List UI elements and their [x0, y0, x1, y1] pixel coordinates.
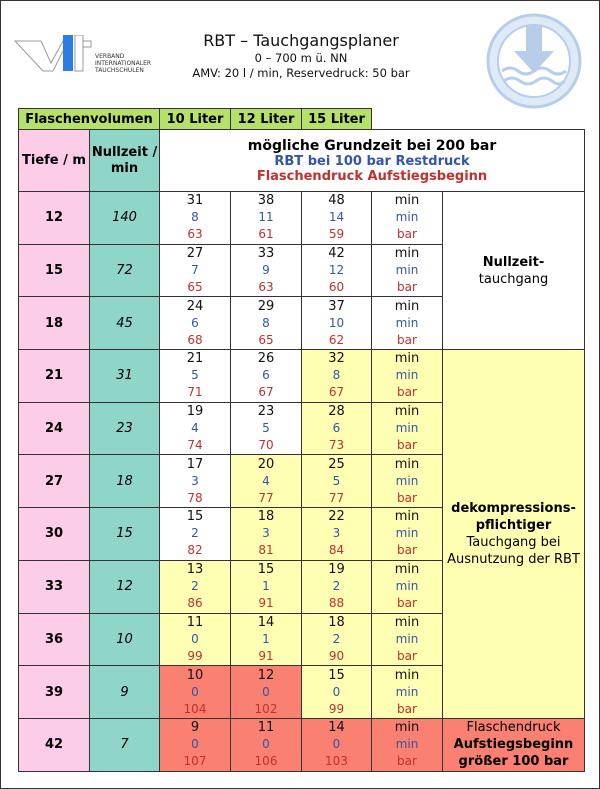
value-cell — [302, 455, 372, 508]
base-time: 15 — [328, 667, 345, 683]
pressure: 73 — [328, 438, 345, 453]
pressure: 106 — [254, 754, 278, 769]
pressure: 67 — [328, 385, 345, 400]
ndl-cell: 9 — [90, 666, 160, 719]
value-cell — [231, 192, 302, 245]
table-row — [19, 192, 585, 245]
value-cell — [160, 718, 231, 771]
unit-cell — [372, 192, 443, 245]
unit: bar — [397, 438, 417, 453]
pressure: 78 — [187, 490, 203, 505]
ndl-cell: 23 — [90, 402, 160, 455]
unit: min — [394, 667, 420, 683]
value-cell — [231, 455, 302, 508]
table-row — [19, 350, 585, 403]
pressure: 63 — [258, 280, 274, 295]
rbt: 9 — [262, 263, 270, 278]
rbt: 2 — [332, 631, 341, 646]
unit: min — [395, 631, 419, 646]
unit: min — [394, 246, 420, 262]
value-cell — [302, 244, 372, 297]
unit: bar — [397, 385, 417, 400]
base-time: 48 — [328, 193, 345, 209]
value-cell — [231, 350, 302, 403]
ndl-cell: 12 — [90, 560, 160, 613]
page-title: RBT – Tauchgangsplaner — [203, 31, 399, 50]
unit: bar — [397, 490, 417, 505]
volume-label: Flaschenvolumen — [19, 109, 160, 130]
unit: bar — [397, 332, 417, 347]
base-time: 10 — [186, 667, 204, 683]
ndl-cell: 18 — [90, 455, 160, 508]
unit: min — [394, 509, 420, 525]
ndl-cell: 10 — [90, 613, 160, 666]
volume-10: 10 Liter — [160, 109, 231, 130]
base-time: 28 — [328, 404, 345, 420]
rbt: 3 — [332, 526, 341, 541]
legend-pressure: Flaschendruck Aufstiegsbeginn — [256, 168, 488, 184]
value-cell — [231, 613, 302, 666]
unit: min — [394, 456, 420, 472]
base-time: 22 — [328, 509, 345, 525]
unit: min — [394, 404, 420, 420]
value-cell — [302, 402, 372, 455]
depth-cell: 27 — [19, 455, 90, 508]
rbt: 0 — [262, 684, 270, 699]
pressure: 99 — [328, 701, 345, 716]
rbt: 7 — [191, 263, 199, 278]
pressure: 91 — [258, 596, 274, 611]
value-cell — [160, 402, 231, 455]
pressure: 88 — [328, 596, 345, 611]
base-time: 21 — [186, 351, 204, 367]
value-cell — [231, 666, 302, 719]
base-time: 32 — [328, 351, 345, 367]
legend-basetime: mögliche Grundzeit bei 200 bar — [247, 137, 497, 154]
vit-logo — [13, 35, 163, 85]
pressure: 61 — [258, 227, 274, 242]
pressure: 90 — [328, 648, 345, 663]
rbt: 2 — [332, 579, 341, 594]
unit: bar — [397, 648, 417, 663]
remark-text: Tauchgang bei Ausnutzung der RBT — [447, 534, 580, 567]
pressure: 86 — [187, 596, 203, 611]
ndl-header-text: Nullzeit / min — [91, 144, 158, 176]
value-cell — [160, 455, 231, 508]
base-time: 17 — [186, 456, 204, 472]
unit: min — [394, 562, 420, 578]
remark-cell — [443, 718, 585, 771]
depth-cell: 36 — [19, 613, 90, 666]
unit-cell — [372, 613, 443, 666]
depth-cell: 33 — [19, 560, 90, 613]
unit-cell — [372, 560, 443, 613]
base-time: 25 — [328, 456, 345, 472]
base-time: 19 — [186, 404, 204, 420]
base-time: 31 — [186, 193, 204, 209]
rbt: 6 — [191, 315, 199, 330]
rbt: 0 — [191, 737, 199, 752]
remark-bold: Aufstiegsbeginn größer 100 bar — [453, 737, 574, 770]
unit: bar — [397, 227, 417, 242]
remark-cell — [443, 350, 585, 719]
unit: min — [395, 579, 419, 594]
pressure: 104 — [183, 701, 207, 716]
unit: min — [395, 315, 419, 330]
unit: min — [395, 210, 419, 225]
rbt: 1 — [262, 631, 270, 646]
pressure: 107 — [183, 754, 207, 769]
unit: bar — [397, 754, 417, 769]
base-time: 19 — [328, 562, 345, 578]
logo-line: VERBAND — [95, 53, 125, 60]
unit: min — [395, 421, 419, 436]
value-cell — [302, 192, 372, 245]
pressure: 60 — [328, 280, 345, 295]
base-time: 13 — [186, 562, 204, 578]
unit: bar — [397, 701, 417, 716]
value-cell — [231, 402, 302, 455]
value-cell — [231, 297, 302, 350]
altitude-range: 0 – 700 m ü. NN — [254, 51, 348, 65]
rbt: 6 — [262, 368, 270, 383]
pressure: 99 — [187, 648, 203, 663]
remark-text: tauchgang — [478, 271, 549, 287]
rbt: 5 — [332, 473, 341, 488]
pressure: 81 — [258, 543, 274, 558]
rbt: 14 — [328, 210, 345, 225]
rbt: 8 — [332, 368, 341, 383]
rbt: 1 — [262, 579, 270, 594]
unit: min — [394, 720, 420, 736]
pressure: 65 — [187, 280, 203, 295]
unit: bar — [397, 280, 417, 295]
depth-cell: 21 — [19, 350, 90, 403]
rbt: 11 — [258, 210, 274, 225]
ndl-cell: 45 — [90, 297, 160, 350]
remark-cell — [443, 192, 585, 350]
unit: min — [394, 614, 420, 630]
rbt: 0 — [332, 737, 341, 752]
base-time: 26 — [257, 351, 275, 367]
pressure: 77 — [328, 490, 345, 505]
value-cell — [160, 192, 231, 245]
unit-cell — [372, 350, 443, 403]
rbt-table — [18, 108, 585, 772]
rbt: 3 — [262, 526, 270, 541]
unit-cell — [372, 244, 443, 297]
unit-cell — [372, 297, 443, 350]
unit: min — [395, 263, 419, 278]
rbt: 8 — [191, 210, 199, 225]
depth-header — [19, 130, 90, 192]
base-time: 27 — [186, 246, 204, 262]
base-time: 14 — [328, 720, 345, 736]
rbt: 12 — [328, 263, 345, 278]
depth-cell: 30 — [19, 508, 90, 561]
unit: bar — [397, 543, 417, 558]
base-time: 38 — [257, 193, 275, 209]
value-cell — [302, 297, 372, 350]
value-cell — [302, 350, 372, 403]
unit: min — [395, 526, 419, 541]
base-time: 9 — [190, 720, 200, 736]
pressure: 65 — [258, 332, 274, 347]
base-time: 29 — [257, 298, 275, 314]
pressure: 82 — [187, 543, 203, 558]
pressure: 63 — [187, 227, 203, 242]
value-cell — [302, 666, 372, 719]
pressure: 91 — [258, 648, 274, 663]
ndl-cell: 15 — [90, 508, 160, 561]
logo-line: INTERNATIONALER — [95, 60, 152, 67]
unit: min — [394, 193, 420, 209]
unit: min — [394, 351, 420, 367]
value-cell — [160, 560, 231, 613]
base-time: 11 — [257, 720, 275, 736]
base-time: 15 — [257, 562, 275, 578]
unit: min — [395, 737, 419, 752]
volume-12: 12 Liter — [231, 109, 302, 130]
pressure: 59 — [328, 227, 345, 242]
base-time: 42 — [328, 246, 345, 262]
unit: min — [394, 298, 420, 314]
rbt: 4 — [191, 421, 199, 436]
remark-bold: Nullzeit- — [482, 254, 545, 270]
value-cell — [302, 613, 372, 666]
page-header — [161, 31, 441, 81]
unit: min — [395, 368, 419, 383]
rbt: 6 — [332, 421, 341, 436]
ndl-cell: 72 — [90, 244, 160, 297]
logo-line: TAUCHSCHULEN — [95, 67, 144, 74]
value-cell — [160, 613, 231, 666]
unit-cell — [372, 508, 443, 561]
value-cell — [160, 297, 231, 350]
legend-rbt: RBT bei 100 bar Restdruck — [274, 153, 470, 169]
base-time: 18 — [328, 614, 345, 630]
depth-cell: 39 — [19, 666, 90, 719]
pressure: 68 — [187, 332, 203, 347]
value-cell — [302, 718, 372, 771]
value-cell — [160, 244, 231, 297]
rbt: 8 — [262, 315, 270, 330]
pressure: 102 — [254, 701, 278, 716]
depth-header-text: Tiefe / m — [22, 152, 86, 168]
pressure: 67 — [258, 385, 274, 400]
value-cell — [302, 560, 372, 613]
pressure: 70 — [258, 438, 274, 453]
pressure: 62 — [328, 332, 345, 347]
ndl-header — [90, 130, 160, 192]
pressure: 103 — [325, 754, 348, 769]
value-cell — [302, 508, 372, 561]
base-time: 20 — [257, 456, 275, 472]
base-time: 12 — [257, 667, 275, 683]
unit-cell — [372, 718, 443, 771]
rbt: 0 — [332, 684, 341, 699]
depth-cell: 12 — [19, 192, 90, 245]
unit: min — [395, 473, 419, 488]
value-cell — [231, 718, 302, 771]
depth-cell: 15 — [19, 244, 90, 297]
dive-parameters: AMV: 20 l / min, Reservedruck: 50 bar — [192, 66, 410, 80]
base-time: 11 — [186, 614, 204, 630]
rbt: 0 — [191, 684, 199, 699]
legend-cell — [160, 130, 585, 192]
value-cell — [231, 508, 302, 561]
pressure: 71 — [187, 385, 203, 400]
pressure: 77 — [258, 490, 274, 505]
base-time: 37 — [328, 298, 345, 314]
value-cell — [160, 350, 231, 403]
pressure: 84 — [328, 543, 345, 558]
ndl-cell: 7 — [90, 718, 160, 771]
value-cell — [160, 508, 231, 561]
rbt: 5 — [191, 368, 199, 383]
value-cell — [231, 560, 302, 613]
volume-15: 15 Liter — [302, 109, 372, 130]
depth-cell: 18 — [19, 297, 90, 350]
unit-cell — [372, 402, 443, 455]
rbt: 2 — [191, 526, 199, 541]
rbt: 0 — [262, 737, 270, 752]
base-time: 15 — [186, 509, 204, 525]
rbt: 0 — [191, 631, 199, 646]
remark-bold: dekompressions-pflichtiger — [451, 500, 576, 533]
unit: min — [395, 684, 419, 699]
rbt: 10 — [328, 315, 345, 330]
remark-text: Flaschendruck — [466, 720, 561, 736]
depth-cell: 42 — [19, 718, 90, 771]
rbt: 4 — [262, 473, 270, 488]
rbt: 2 — [191, 579, 199, 594]
base-time: 24 — [186, 298, 204, 314]
ndl-cell: 31 — [90, 350, 160, 403]
unit-cell — [372, 455, 443, 508]
table-row — [19, 718, 585, 771]
ndl-cell: 140 — [90, 192, 160, 245]
rbt: 3 — [191, 473, 199, 488]
taucherpedia-seal-logo — [484, 11, 584, 111]
pressure: 74 — [187, 438, 203, 453]
unit-cell — [372, 666, 443, 719]
value-cell — [231, 244, 302, 297]
unit: bar — [397, 596, 417, 611]
base-time: 14 — [257, 614, 275, 630]
base-time: 18 — [257, 509, 275, 525]
base-time: 33 — [257, 246, 275, 262]
depth-cell: 24 — [19, 402, 90, 455]
rbt: 5 — [262, 421, 270, 436]
base-time: 23 — [257, 404, 275, 420]
value-cell — [160, 666, 231, 719]
